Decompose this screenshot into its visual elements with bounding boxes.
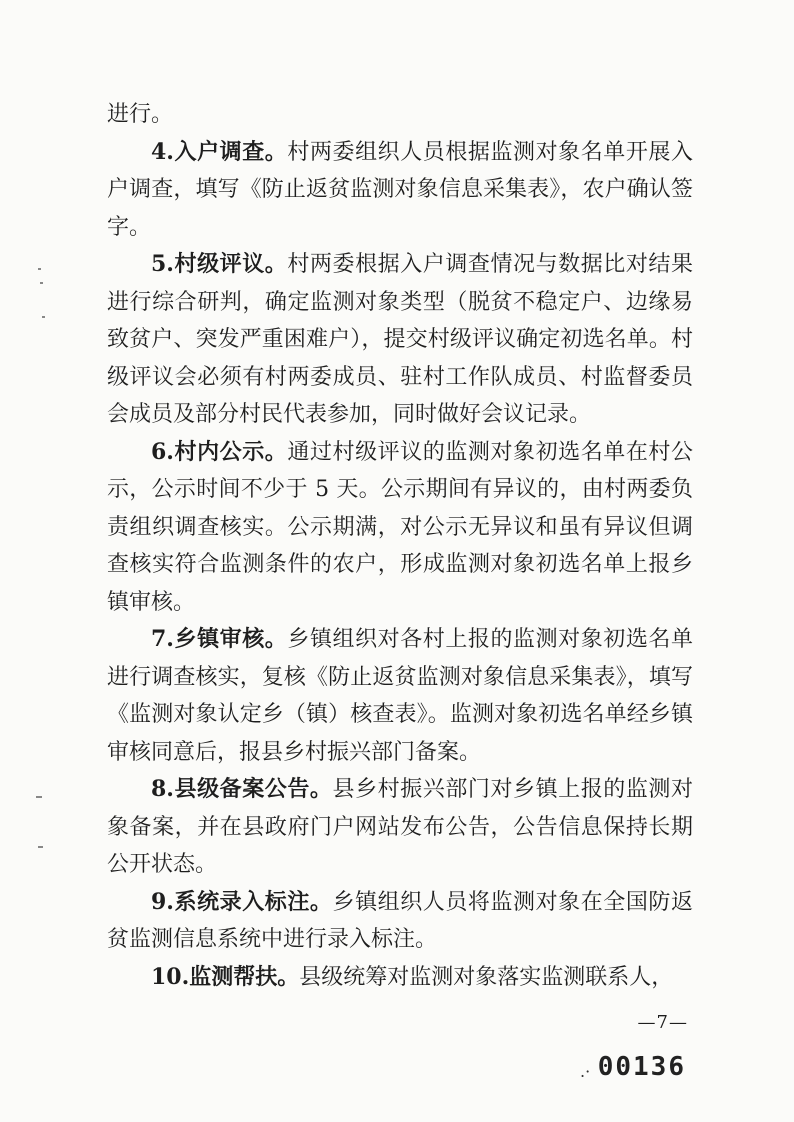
paragraph-0 [107, 96, 693, 134]
paragraph-heading: 4.入户调查。 [151, 138, 288, 165]
paragraph-1 [107, 134, 693, 247]
paragraph-heading: 10.监测帮扶。 [151, 963, 300, 990]
scan-speck [42, 316, 45, 318]
paragraph-4 [107, 621, 693, 771]
body-text [107, 96, 693, 996]
stamp-prefix: .· [580, 1062, 591, 1081]
paragraph-body: 乡镇组织对各村上报的监测对象初选名单进行调查核实，复核《防止返贫监测对象信息采集表》，填写《监测对象认定乡（镇）核查表》。监测对象初选名单经乡镇审核同意后，报县乡村振兴部门备案。 [107, 627, 693, 765]
paragraph-body: 村两委根据入户调查情况与数据比对结果进行综合研判，确定监测对象类型（脱贫不稳定户、边缘易致贫户、突发严重困难户），提交村级评议确定初选名单。村级评议会必须有村两委成员、驻村工作队成员、村监督委员会成员及部分村民代表参加，同时做好会议记录。 [107, 252, 693, 427]
paragraph-heading: 6.村内公示。 [151, 438, 288, 465]
paragraph-body: 县级统筹对监测对象落实监测联系人， [299, 964, 674, 990]
scan-speck [36, 796, 42, 798]
paragraph-7 [107, 959, 693, 997]
paragraph-2 [107, 246, 693, 434]
paragraph-6 [107, 884, 693, 959]
scan-speck [40, 282, 43, 284]
scan-speck [38, 846, 43, 848]
paragraph-3 [107, 434, 693, 622]
paragraph-heading: 7.乡镇审核。 [151, 626, 288, 652]
paragraph-body: 进行。 [107, 102, 174, 127]
paragraph-heading: 8.县级备案公告。 [151, 776, 333, 802]
paragraph-body: 通过村级评议的监测对象初选名单在村公示，公示时间不少于 5 天。公示期间有异议的，由村两委负责组织调查核实。公示期满，对公示无异议和虽有异议但调查核实符合监测条件的农户，形成监测对象初选名单上报乡镇审核。 [107, 439, 693, 615]
scan-speck [38, 268, 41, 270]
stamp-number: 00136 [597, 1052, 686, 1082]
paragraph-body: 村两委组织人员根据监测对象名单开展入户调查，填写《防止返贫监测对象信息采集表》，农户确认签字。 [107, 139, 693, 240]
paragraph-heading: 5.村级评议。 [151, 251, 288, 277]
paragraph-heading: 9.系统录入标注。 [151, 888, 333, 915]
page-number: —7— [637, 1012, 688, 1033]
paragraph-5 [107, 771, 693, 884]
paragraph-body: 乡镇组织人员将监测对象在全国防返贫监测信息系统中进行录入标注。 [107, 889, 693, 952]
paragraph-body: 县乡村振兴部门对乡镇上报的监测对象备案，并在县政府门户网站发布公告，公告信息保持长期公开状态。 [107, 777, 693, 877]
